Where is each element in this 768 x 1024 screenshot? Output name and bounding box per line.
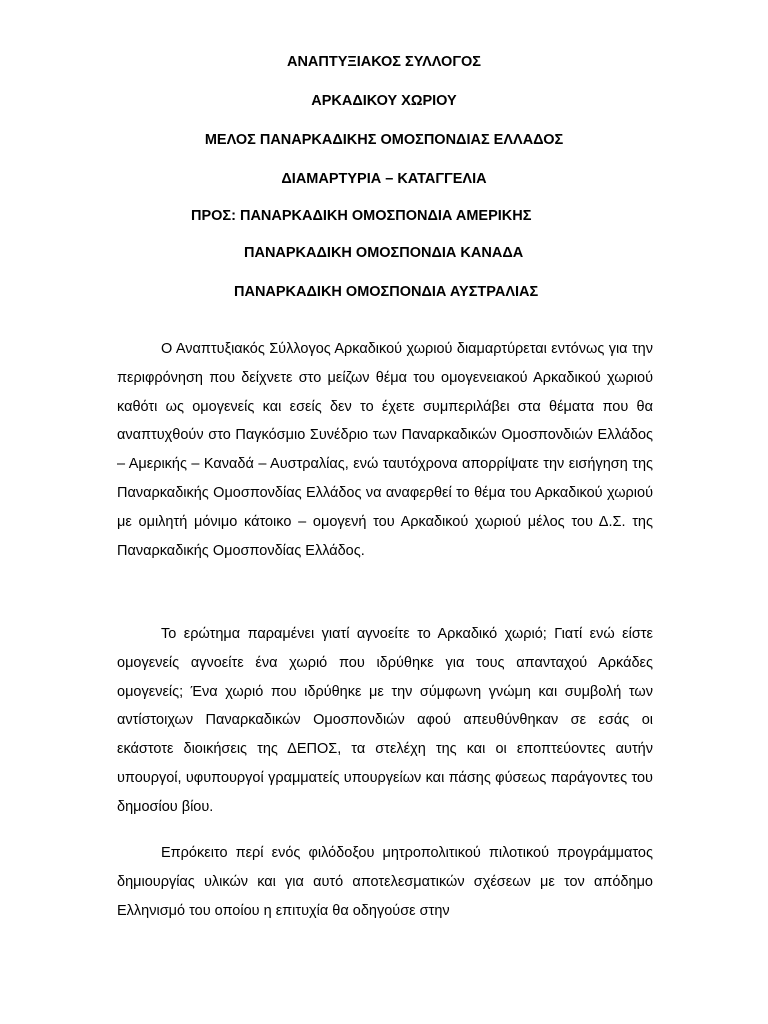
document-title: ΔΙΑΜΑΡΤΥΡΙΑ – ΚΑΤΑΓΓΕΛΙΑ — [281, 171, 487, 187]
recipient-america: ΠΡΟΣ: ΠΑΝΑΡΚΑΔΙΚΗ ΟΜΟΣΠΟΝΔΙΑ ΑΜΕΡΙΚΗΣ — [191, 208, 532, 224]
paragraph-question: Το ερώτημα παραμένει γιατί αγνοείτε το Αρκαδικό χωριό; Γιατί ενώ είστε ομογενείς αγνοείτε ένα χωριό που ιδρύθηκε για τους απανταχού Αρκάδες ομογενείς; Ένα χωριό που ιδρύθηκε με την σύμφωνη γνώμη και συμβολή των αντίστοιχων Παναρκαδικών Ομοσπονδιών αφού απευθύνθηκαν σε εσάς οι εκάστοτε διοικήσεις της ΔΕΠΟΣ, τα στελέχη της και οι εποπτεύοντες αυτήν υπουργοί, υφυπουργοί γραμματείς υπουργείων και πάσης φύσεως παράγοντες του δημοσίου βίου. — [117, 626, 653, 815]
paragraph-program: Επρόκειτο περί ενός φιλόδοξου μητροπολιτικού πιλοτικού προγράμματος δημιουργίας υλικών και για αυτό αποτελεσματικών σχέσεων με τον απόδημο Ελληνισμό του οποίου η επιτυχία θα οδηγούσε στην — [117, 845, 653, 919]
recipient-canada: ΠΑΝΑΡΚΑΔΙΚΗ ΟΜΟΣΠΟΝΔΙΑ ΚΑΝΑΔΑ — [244, 245, 524, 261]
paragraph-protest: Ο Αναπτυξιακός Σύλλογος Αρκαδικού χωριού διαμαρτύρεται εντόνως για την περιφρόνηση που δείχνετε στο μείζων θέμα του ομογενειακού Αρκαδικού χωριού καθότι ως ομογενείς και εσείς δεν το έχετε συμπεριλάβει στα θέματα που θα αναπτυχθούν στο Παγκόσμιο Συνέδριο των Παναρκαδικών Ομοσπονδιών Ελλάδος – Αμερικής – Καναδά – Αυστραλίας, ενώ ταυτόχρονα απορρίψατε την εισήγηση της Παναρκαδικής Ομοσπονδίας Ελλάδος να αναφερθεί το θέμα του Αρκαδικού χωριού με ομιλητή μόνιμο κάτοικο – ομογενή του Αρκαδικού χωριού μέλος του Δ.Σ. της Παναρκαδικής Ομοσπονδίας Ελλάδος. — [117, 341, 653, 559]
federation-membership: ΜΕΛΟΣ ΠΑΝΑΡΚΑΔΙΚΗΣ ΟΜΟΣΠΟΝΔΙΑΣ ΕΛΛΑΔΟΣ — [204, 132, 564, 148]
association-name: ΑΝΑΠΤΥΞΙΑΚΟΣ ΣΥΛΛΟΓΟΣ — [286, 54, 482, 70]
village-name: ΑΡΚΑΔΙΚΟΥ ΧΩΡΙΟΥ — [311, 93, 457, 109]
recipient-australia: ΠΑΝΑΡΚΑΔΙΚΗ ΟΜΟΣΠΟΝΔΙΑ ΑΥΣΤΡΑΛΙΑΣ — [234, 284, 539, 300]
